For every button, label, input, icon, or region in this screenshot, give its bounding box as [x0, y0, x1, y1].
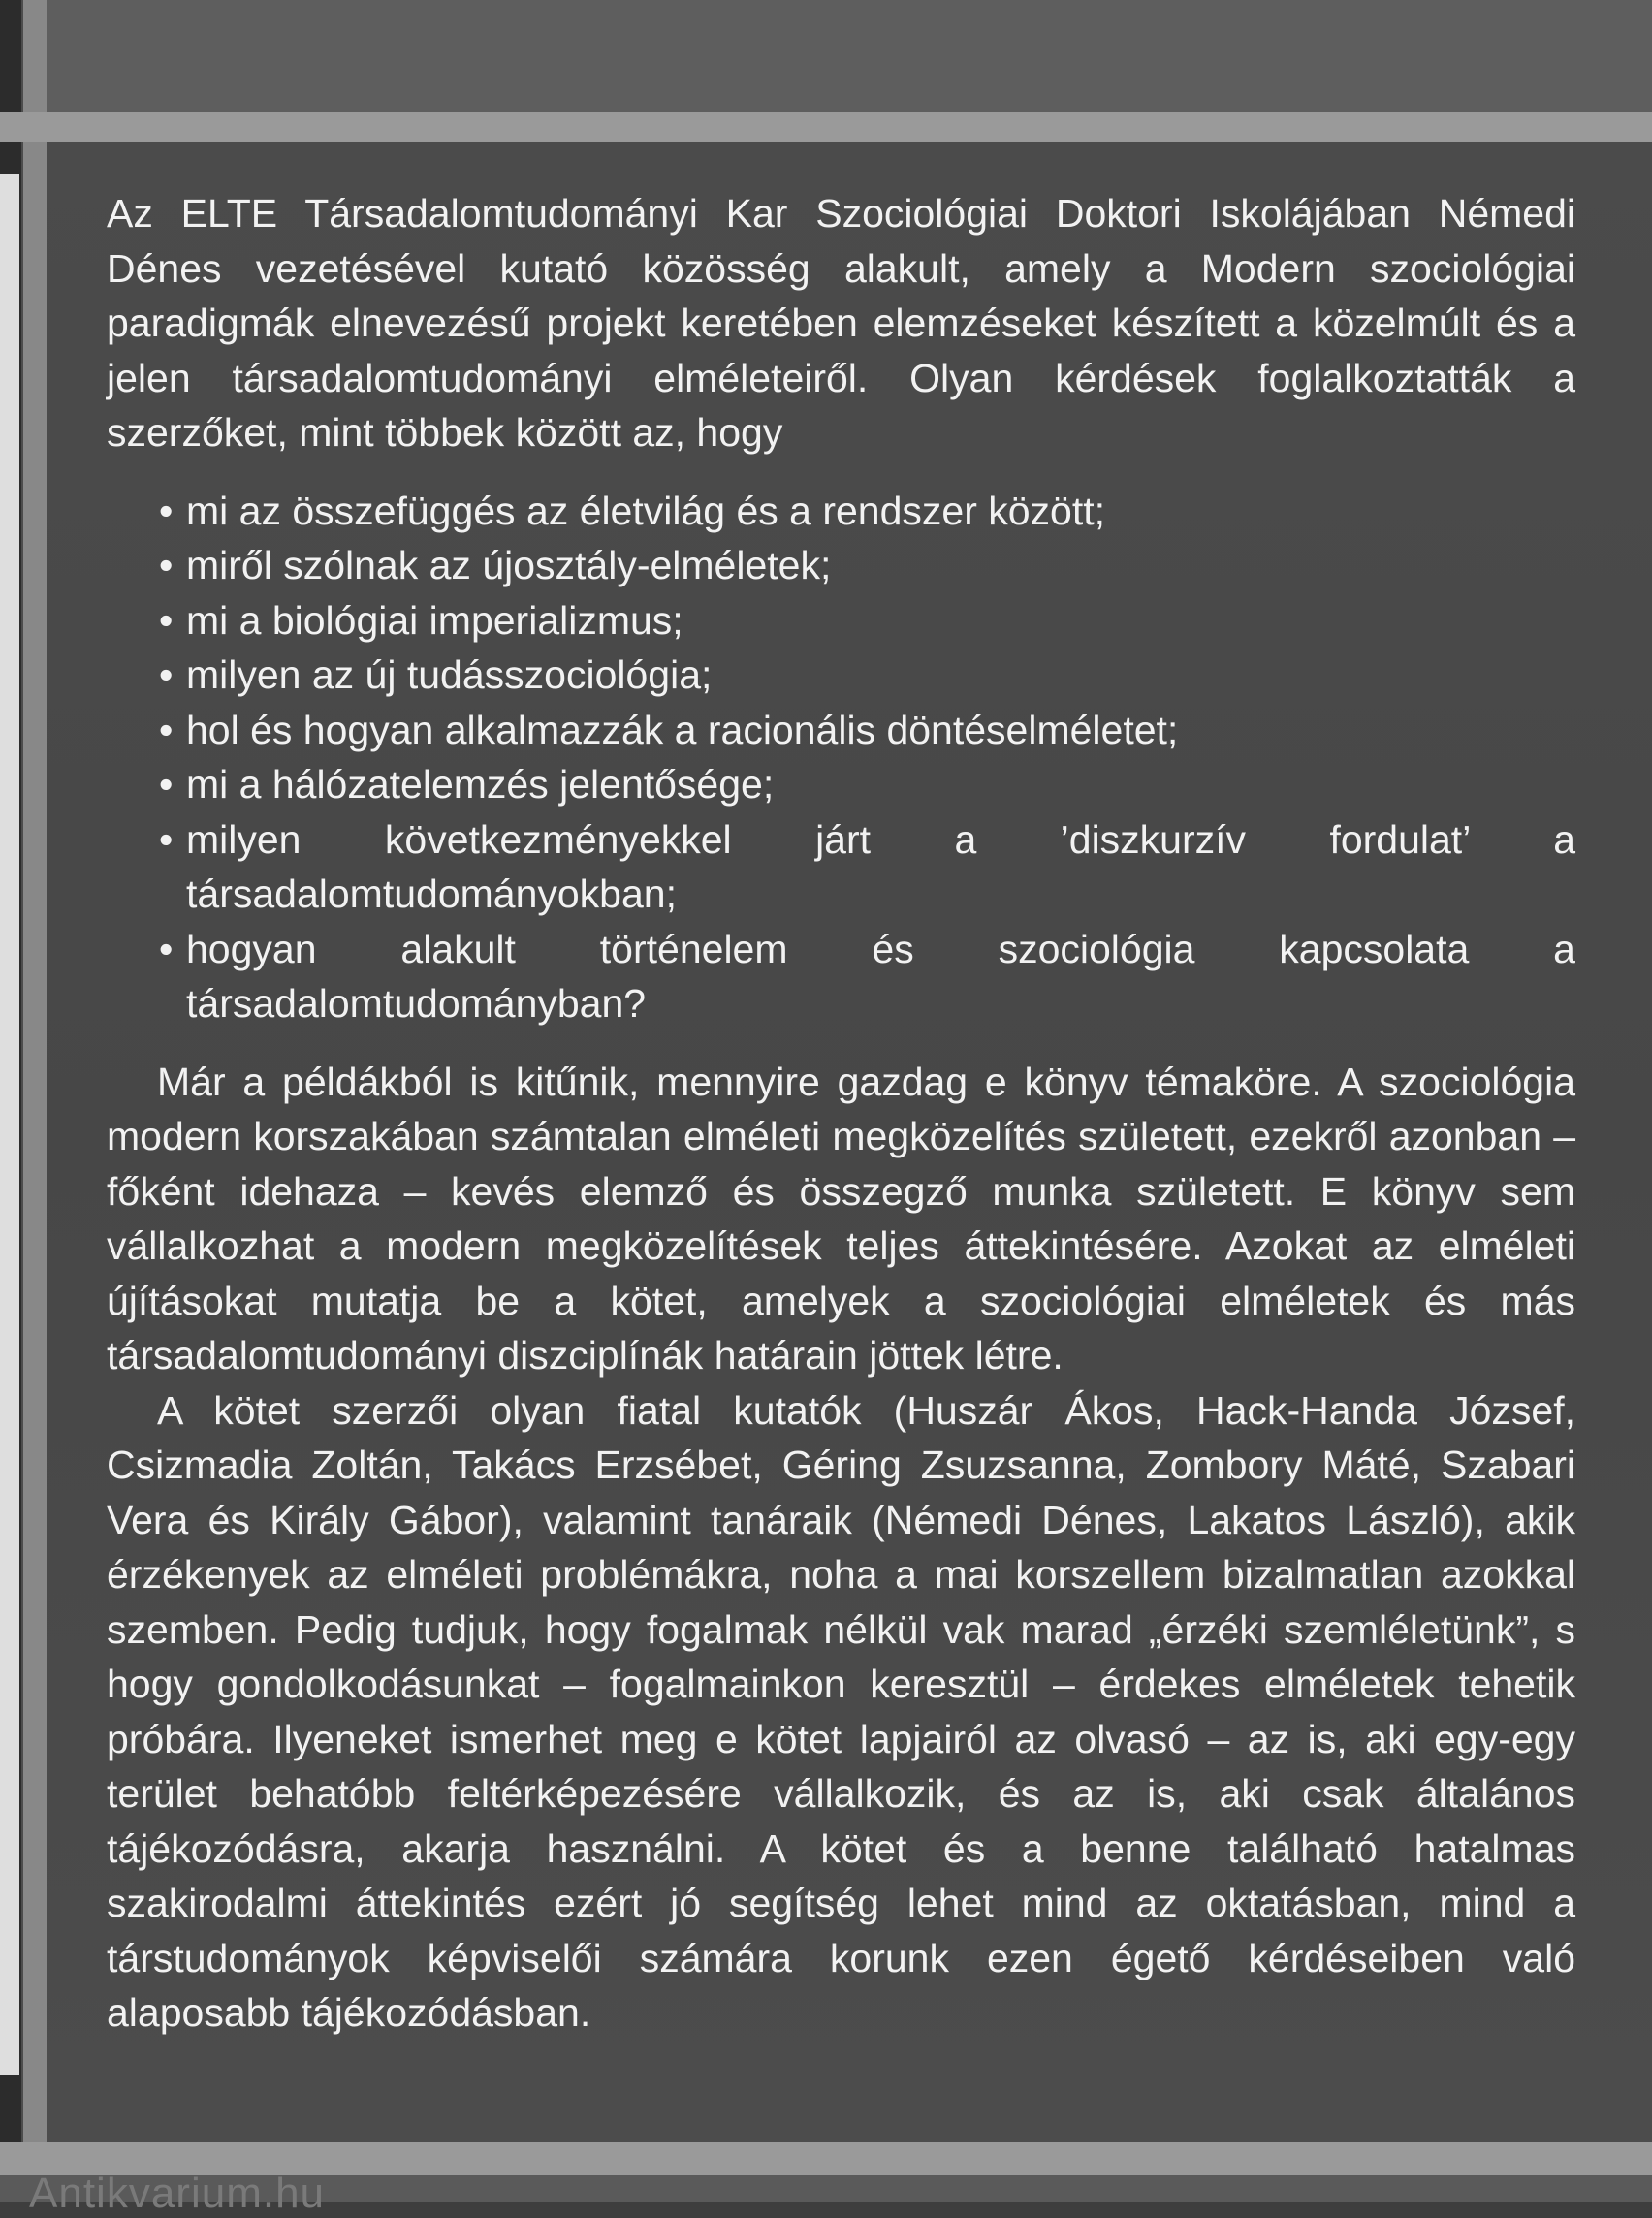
list-item-text: hogyan alakult történelem és szociológia kapcsolata a társadalomtudományban?	[186, 926, 1575, 1026]
bullet-icon: •	[159, 762, 174, 807]
top-border-rule	[0, 112, 1652, 142]
list-item	[159, 484, 1575, 539]
list-item-text: milyen következményekkel járt a ’diszkurzív fordulat’ a társadalomtudományokban;	[186, 816, 1575, 916]
list-item	[159, 648, 1575, 703]
list-item	[159, 922, 1575, 1031]
watermark-text: Antikvarium.hu	[29, 2170, 326, 2217]
list-item-text: mi a hálózatelemzés jelentősége;	[186, 762, 775, 807]
bullet-icon: •	[159, 652, 174, 697]
list-item-text: hol és hogyan alkalmazzák a racionális döntéselméletet;	[186, 707, 1179, 752]
third-paragraph: A kötet szerzői olyan fiatal kutatók (Huszár Ákos, Hack-Handa József, Csizmadia Zoltán, Takács Erzsébet, Géring Zsuzsanna, Zombory Máté, Szabari Vera és Király Gábor), valamint tanáraik (Némedi Dénes, Lakatos László), akik érzékenyek az elméleti problémákra, noha a mai korszellem bizalmatlan azokkal szemben. Pedig tudjuk, hogy fogalmak nélkül vak marad „érzéki szemléletünk”, s hogy gondolkodásunkat – fogalmainkon keresztül – érdekes elméletek tehetik próbára. Ilyeneket ismerhet meg e kötet lapjairól az olvasó – az is, aki egy-egy terület behatóbb feltérképezésére vállalkozik, és az is, aki csak általános tájékozódásra, akarja használni. A kötet és a benne található hatalmas szakirodalmi áttekintés ezért jó segítség lehet mind az oktatásban, mind a társtudományok képviselői számára korunk ezen égető kérdéseiben való alaposabb tájékozódásban.	[107, 1387, 1575, 2035]
list-item	[159, 703, 1575, 758]
list-item-text: mi az összefüggés az életvilág és a rendszer között;	[186, 488, 1106, 533]
bullet-icon: •	[159, 926, 174, 971]
intro-paragraph: Az ELTE Társadalomtudományi Kar Szociológiai Doktori Iskolájában Némedi Dénes vezetésével kutató közösség alakult, amely a Modern szociológiai paradigmák elnevezésű projekt keretében elemzéseket készített a közelmúlt és a jelen társadalomtudományi elméleteiről. Olyan kérdések foglalkoztatták a szerzőket, mint többek között az, hogy	[107, 191, 1575, 455]
list-item-text: milyen az új tudásszociológia;	[186, 652, 713, 697]
bullet-icon: •	[159, 816, 174, 862]
question-list	[107, 484, 1575, 1031]
bullet-icon: •	[159, 707, 174, 752]
second-paragraph: Már a példákból is kitűnik, mennyire gazdag e könyv témaköre. A szociológia modern korszakában számtalan elméleti megközelítés született, ezekről azonban – főként idehaza – kevés elemző és összegző munka született. E könyv sem vállalkozhat a modern megközelítések teljes áttekintésére. Azokat az elméleti újításokat mutatja be a kötet, amelyek a szociológiai elméletek és más társadalomtudományi diszciplínák határain jöttek létre.	[107, 1059, 1575, 1378]
list-item	[159, 538, 1575, 593]
list-item-text: miről szólnak az újosztály-elméletek;	[186, 543, 832, 587]
left-edge-light-strip	[0, 174, 19, 2075]
blurb-text-block	[107, 186, 1575, 2041]
bullet-icon: •	[159, 597, 174, 643]
list-item-text: mi a biológiai imperializmus;	[186, 597, 683, 643]
list-item	[159, 757, 1575, 812]
bullet-icon: •	[159, 543, 174, 587]
top-band	[47, 0, 1652, 112]
list-item	[159, 593, 1575, 649]
list-item	[159, 812, 1575, 922]
left-border-bar	[23, 0, 47, 2202]
bullet-icon: •	[159, 488, 174, 533]
